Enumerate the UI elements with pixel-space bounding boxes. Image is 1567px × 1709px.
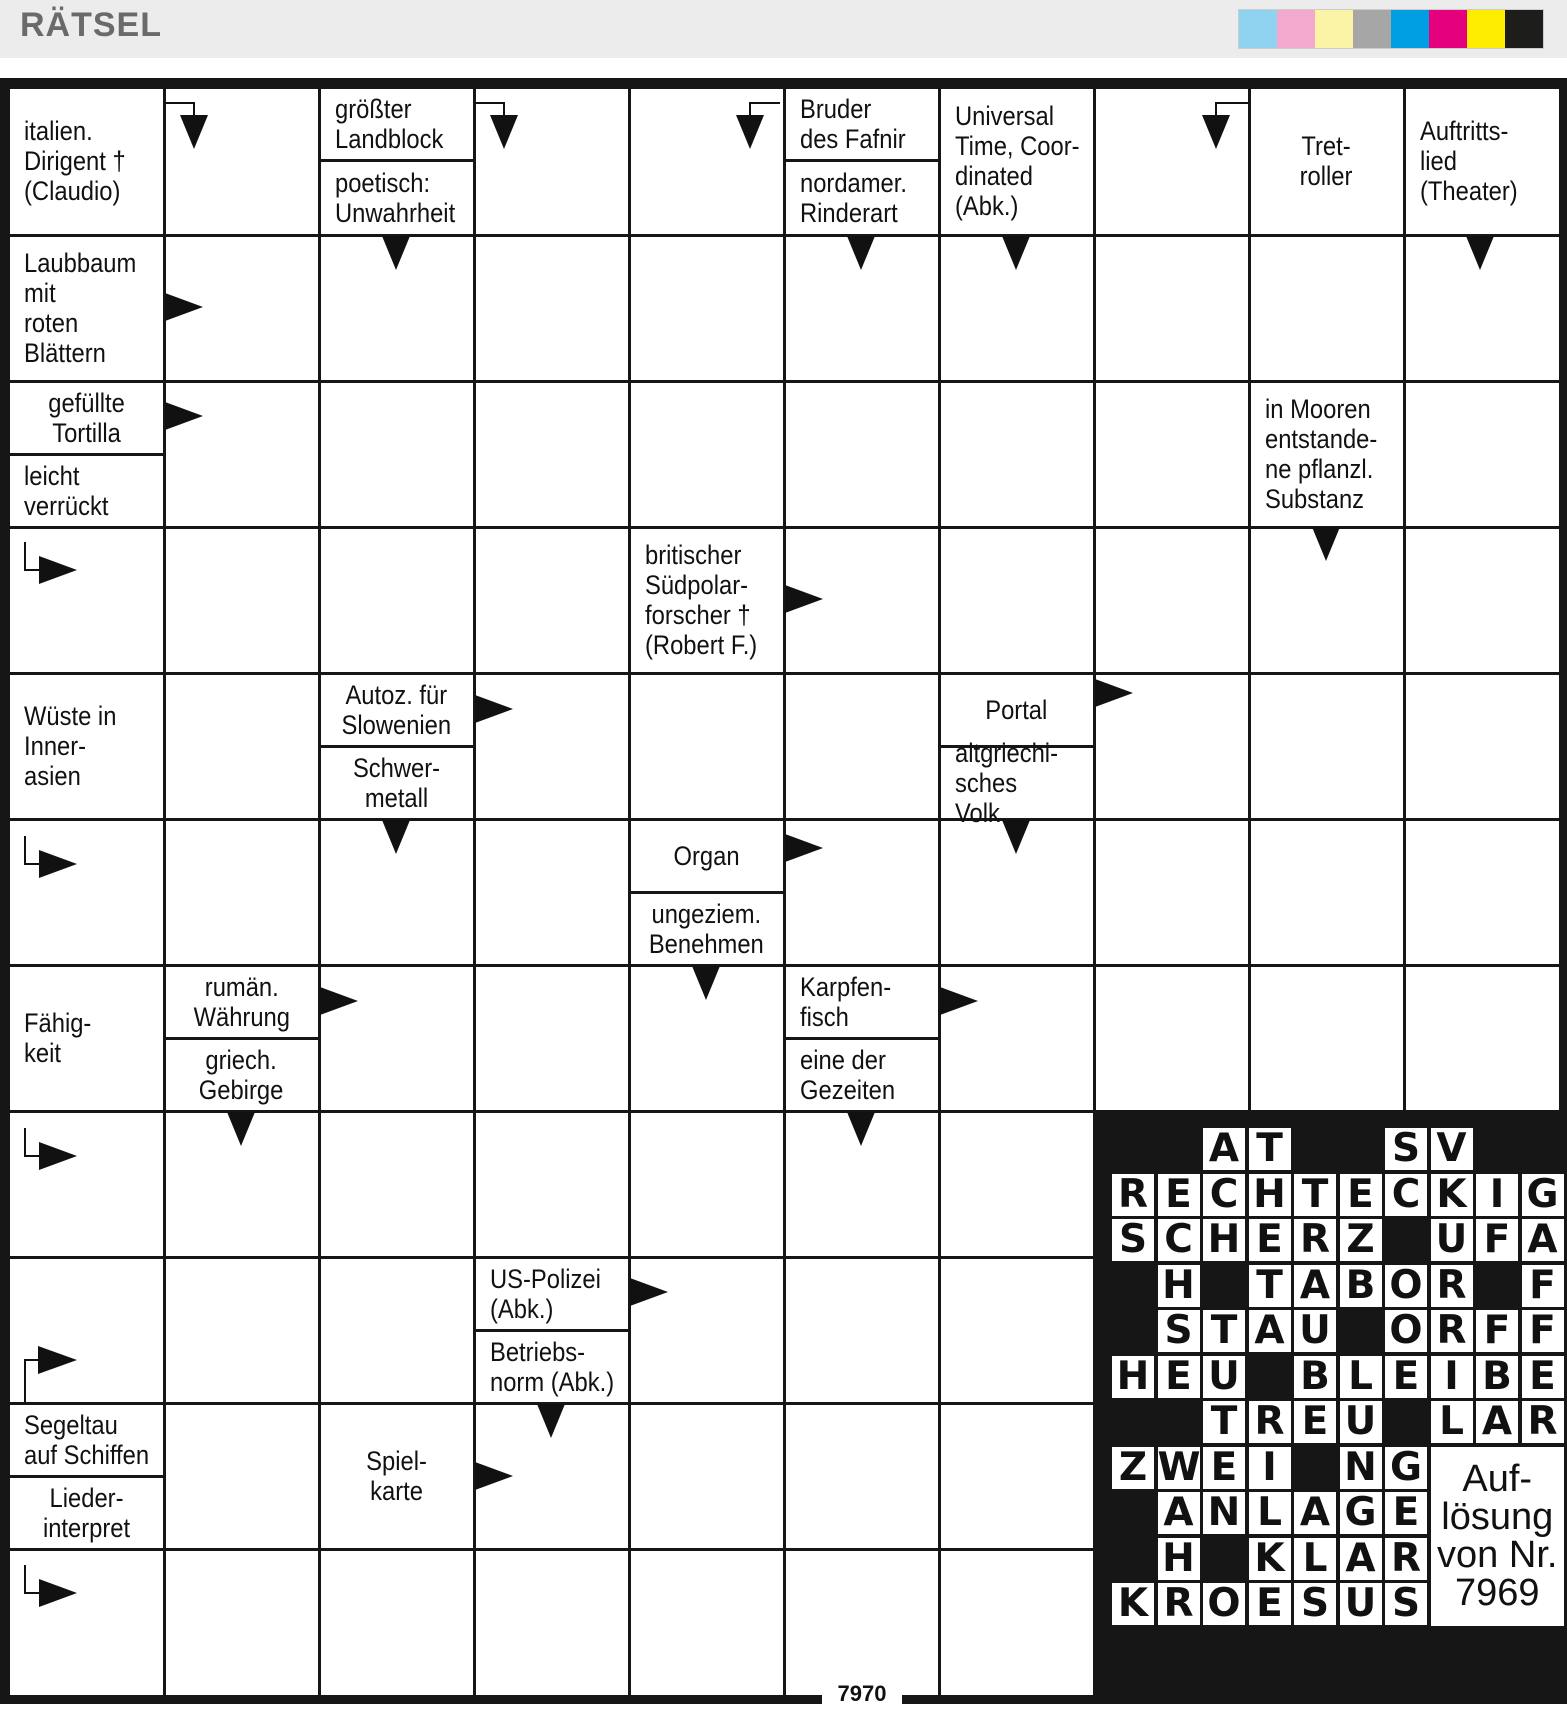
solution-letter: E (1158, 1356, 1200, 1398)
clue-text: Lieder- interpret (42, 1482, 130, 1543)
solution-letter: U (1431, 1219, 1473, 1261)
solution-letter: O (1385, 1265, 1427, 1307)
solution-letter: B (1340, 1265, 1382, 1307)
solution-letter: A (1294, 1492, 1336, 1534)
solution-letter: V (1431, 1128, 1473, 1170)
clue-text: leicht verrückt (24, 460, 109, 521)
solution-letter: R (1431, 1265, 1473, 1307)
solution-letter: C (1203, 1174, 1245, 1216)
clue-text: Universal Time, Coor- dinated (Abk.) (954, 101, 1080, 222)
solution-letter: T (1249, 1265, 1291, 1307)
arrow-connector-line (25, 1360, 38, 1402)
solution-letter: B (1476, 1356, 1518, 1398)
arrow-down-icon (847, 236, 875, 270)
solution-letter: R (1522, 1401, 1564, 1443)
solution-letter: G (1522, 1174, 1564, 1216)
solution-letter: A (1294, 1265, 1336, 1307)
solution-letter: E (1340, 1174, 1382, 1216)
solution-letter: S (1385, 1583, 1427, 1625)
arrow-connector-line (750, 103, 780, 115)
solution-letter: F (1476, 1219, 1518, 1261)
solution-letter: S (1158, 1310, 1200, 1352)
solution-letter: H (1112, 1356, 1154, 1398)
clue-text: Portal (985, 694, 1048, 725)
arrow-right-icon (940, 987, 978, 1015)
solution-letter: A (1249, 1310, 1291, 1352)
arrow-down-icon (1312, 527, 1340, 561)
clue-text: altgriechi- sches Volk (954, 737, 1058, 828)
clue-text: ungeziem. Benehmen (649, 898, 764, 959)
arrow-angle-down-icon (736, 115, 764, 149)
solution-letter: K (1431, 1174, 1473, 1216)
solution-letter: T (1203, 1401, 1245, 1443)
solution-letter: W (1157, 1444, 1201, 1490)
solution-letter: R (1431, 1310, 1473, 1352)
arrow-right-icon (630, 1278, 668, 1306)
arrow-connector-line (1216, 103, 1250, 115)
arrow-right-icon (785, 585, 823, 613)
solution-letter: E (1294, 1401, 1336, 1443)
clue-text: Wüste in Inner- asien (24, 701, 117, 791)
arrow-connector-line (474, 103, 504, 115)
arrow-down-icon (382, 820, 410, 854)
arrow-right-icon (1095, 679, 1133, 707)
solution-letter: R (1294, 1219, 1336, 1261)
solution-letter: E (1203, 1447, 1245, 1489)
solution-letter: U (1340, 1401, 1382, 1443)
solution-letter: G (1385, 1447, 1427, 1489)
solution-letter: S (1112, 1219, 1154, 1261)
solution-letter: F (1476, 1310, 1518, 1352)
solution-letter: H (1158, 1265, 1200, 1307)
solution-letter: A (1476, 1401, 1518, 1443)
arrow-angle-down-icon (180, 115, 208, 149)
solution-letter: A (1203, 1128, 1245, 1170)
arrow-down-icon (1466, 236, 1494, 270)
solution-letter: T (1203, 1310, 1245, 1352)
clue-text: nordamer. Rinderart (799, 167, 907, 228)
solution-letter: L (1431, 1401, 1473, 1443)
solution-letter: E (1249, 1219, 1291, 1261)
solution-letter: K (1249, 1538, 1291, 1580)
solution-letter: I (1431, 1356, 1473, 1398)
page-title: RÄTSEL (20, 6, 162, 44)
clue-text: eine der Gezeiten (799, 1044, 895, 1105)
solution-letter: E (1522, 1356, 1564, 1398)
arrow-connector-line (25, 836, 39, 864)
arrow-right-icon (165, 293, 203, 321)
solution-letter: F (1522, 1265, 1564, 1307)
arrow-connector-line (25, 1128, 39, 1156)
solution-note: Auf- lösung von Nr. 7969 (1431, 1447, 1565, 1626)
clue-text: Autoz. für Slowenien (341, 679, 452, 740)
clue-text: griech. Gebirge (199, 1044, 284, 1105)
solution-letter: T (1294, 1174, 1336, 1216)
solution-letter: Z (1112, 1447, 1154, 1489)
clue-text: größter Landblock (334, 94, 443, 154)
arrow-angle-down-icon (1202, 115, 1230, 149)
clue-text: Fähig- keit (24, 1008, 92, 1068)
solution-letter: A (1522, 1219, 1564, 1261)
clue-text: Tret- roller (1300, 131, 1353, 192)
arrow-angle-right-icon (38, 1346, 77, 1374)
solution-letter: E (1385, 1492, 1427, 1534)
arrow-down-icon (1002, 236, 1030, 270)
solution-letter: U (1294, 1310, 1336, 1352)
solution-letter: T (1249, 1128, 1291, 1170)
arrow-right-icon (475, 695, 513, 723)
solution-letter: I (1249, 1447, 1291, 1489)
solution-letter: G (1340, 1492, 1382, 1534)
solution-letter: L (1249, 1492, 1291, 1534)
arrow-connector-line (164, 103, 194, 115)
solution-letter: H (1249, 1174, 1291, 1216)
arrow-down-icon (227, 1112, 255, 1146)
solution-letter: U (1203, 1356, 1245, 1398)
solution-letter: E (1385, 1356, 1427, 1398)
arrow-down-icon (692, 966, 720, 1000)
arrow-right-icon (165, 402, 203, 430)
solution-letter: R (1112, 1174, 1154, 1216)
solution-letter: U (1340, 1583, 1382, 1625)
solution-letter: O (1203, 1583, 1245, 1625)
clue-text: in Mooren entstande- ne pflanzl. Substanz (1264, 394, 1377, 514)
solution-letter: E (1158, 1174, 1200, 1216)
clue-text: italien. Dirigent † (Claudio) (24, 116, 126, 207)
clue-text: Auftritts- lied (Theater) (1419, 116, 1518, 207)
arrow-connector-line (25, 542, 39, 570)
solution-letter: C (1385, 1174, 1427, 1216)
solution-letter: N (1340, 1447, 1382, 1489)
solution-letter: B (1294, 1356, 1336, 1398)
clue-text: Schwer- metall (352, 752, 441, 813)
solution-letter: S (1294, 1583, 1336, 1625)
solution-letter: O (1385, 1310, 1427, 1352)
solution-letter: R (1158, 1583, 1200, 1625)
solution-letter: F (1522, 1310, 1564, 1352)
arrow-angle-right-icon (39, 556, 77, 584)
clue-text: Karpfen- fisch (799, 971, 891, 1032)
clue-text: Laubbaum mit roten Blättern (24, 248, 137, 368)
solution-letter: C (1158, 1219, 1200, 1261)
clue-text: poetisch: Unwahrheit (334, 167, 455, 228)
solution-letter: K (1112, 1583, 1154, 1625)
arrow-angle-down-icon (490, 115, 518, 149)
clue-text: Segeltau auf Schiffen (24, 1409, 150, 1470)
solution-letter: E (1249, 1583, 1291, 1625)
clue-text: Spiel- karte (366, 1446, 427, 1506)
solution-letter: A (1340, 1538, 1382, 1580)
puzzle-number: 7970 (822, 1679, 902, 1705)
arrow-down-icon (537, 1404, 565, 1438)
clue-text: britischer Südpolar- forscher † (Robert F.) (644, 540, 757, 660)
solution-letter: I (1476, 1174, 1518, 1216)
arrow-down-icon (847, 1112, 875, 1146)
arrow-right-icon (320, 987, 358, 1015)
solution-letter: Z (1340, 1219, 1382, 1261)
arrow-angle-right-icon (39, 1579, 77, 1607)
clue-text: Betriebs- norm (Abk.) (489, 1336, 614, 1397)
solution-letter: S (1385, 1128, 1427, 1170)
arrow-right-icon (475, 1462, 513, 1490)
clue-text: US-Polizei (Abk.) (489, 1263, 601, 1324)
solution-letter: R (1385, 1538, 1427, 1580)
solution-letter: A (1158, 1492, 1200, 1534)
arrow-down-icon (1002, 820, 1030, 854)
arrow-angle-right-icon (39, 850, 77, 878)
solution-letter: N (1203, 1492, 1245, 1534)
solution-letter: L (1340, 1356, 1382, 1398)
arrow-connector-line (25, 1565, 39, 1593)
solution-letter: L (1294, 1538, 1336, 1580)
clue-text: gefüllte Tortilla (47, 387, 125, 448)
clue-text: Bruder des Fafnir (799, 94, 906, 154)
arrow-down-icon (382, 236, 410, 270)
arrow-right-icon (785, 834, 823, 862)
solution-letter: H (1203, 1219, 1245, 1261)
clue-text: Organ (673, 840, 740, 871)
solution-letter: H (1158, 1538, 1200, 1580)
solution-letter: R (1249, 1401, 1291, 1443)
clue-text: rumän. Währung (193, 971, 290, 1032)
arrow-angle-right-icon (39, 1142, 77, 1170)
